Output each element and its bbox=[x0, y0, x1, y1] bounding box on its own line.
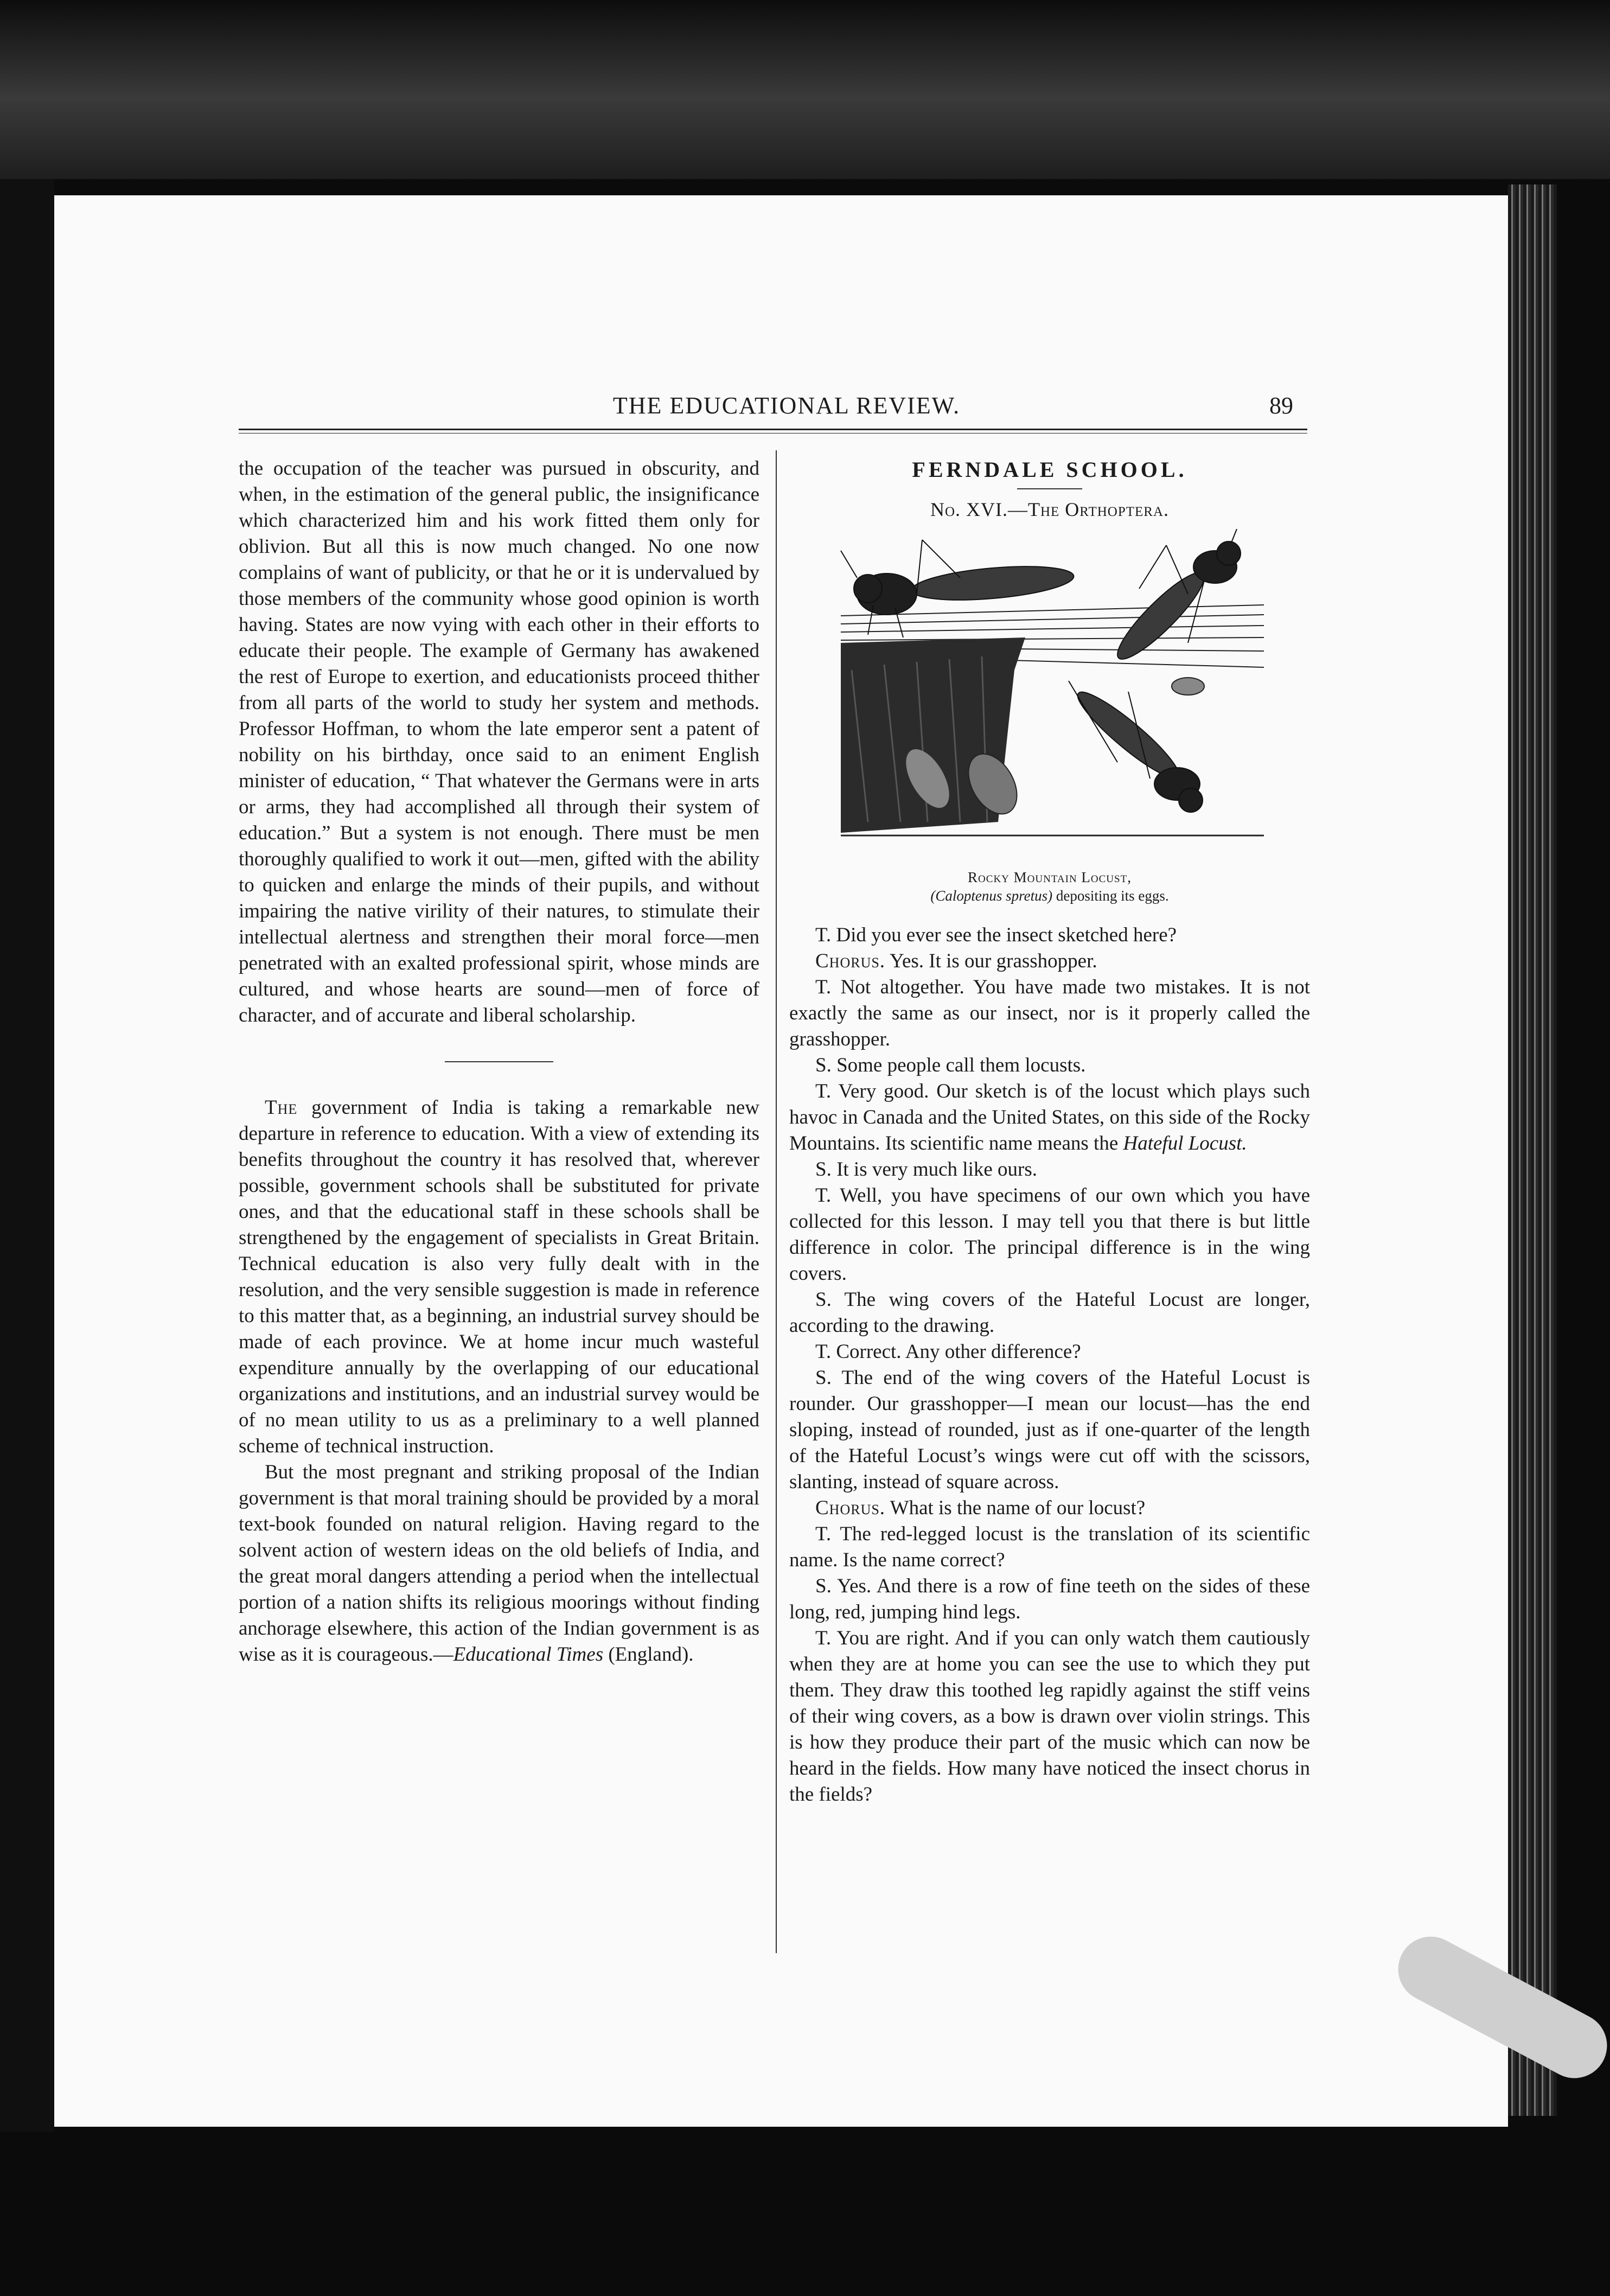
column-divider bbox=[776, 450, 777, 1953]
line-text: The wing covers of the Hateful Locust are longer, according to the drawing. bbox=[789, 1289, 1310, 1337]
speaker: Chorus. bbox=[815, 1497, 886, 1519]
illustration-caption bbox=[789, 868, 1310, 905]
source-citation: Educational Times bbox=[453, 1643, 604, 1666]
running-header-title: THE EDUCATIONAL REVIEW. bbox=[612, 392, 961, 419]
speaker: T. bbox=[815, 1523, 832, 1545]
paragraph-india-education bbox=[239, 1095, 759, 1459]
line-text: The end of the wing covers of the Hateful Locust is rounder. Our grasshopper—I mean our locust—has the end sloping, instead of rounded, just as if one-quarter of the length of the Hateful Locust’s wings were cut off with the scissors, slanting, instead of square across. bbox=[789, 1367, 1310, 1493]
speaker: S. bbox=[815, 1289, 832, 1311]
locust-illustration bbox=[835, 529, 1269, 849]
dialogue-line bbox=[789, 948, 1310, 974]
emphasized-text: Hateful Locust. bbox=[1123, 1132, 1247, 1155]
dialogue-line bbox=[789, 1183, 1310, 1287]
line-text: Well, you have specimens of our own which you have collected for this lesson. I may tell you that there is but little difference in color. The principal difference is in the wing covers. bbox=[789, 1184, 1310, 1285]
page-edges bbox=[1508, 184, 1557, 2116]
title-rule bbox=[1017, 488, 1082, 489]
speaker: S. bbox=[815, 1158, 832, 1181]
speaker: S. bbox=[815, 1575, 832, 1597]
left-column bbox=[239, 456, 759, 1668]
line-text: Yes. And there is a row of fine teeth on the sides of these long, red, jumping hind legs. bbox=[789, 1575, 1310, 1623]
article-title: FERNDALE SCHOOL. bbox=[912, 457, 1187, 482]
line-text: Yes. It is our grasshopper. bbox=[885, 950, 1097, 972]
dialogue-line bbox=[789, 1625, 1310, 1808]
dialogue-line bbox=[789, 1495, 1310, 1521]
scan-background-top bbox=[0, 0, 1610, 179]
line-text: You are right. And if you can only watch them cautiously when they are at home you can see the use to which they put them. They draw this toothed leg rapidly against the stiff veins of their wing covers, as a bow is drawn over violin strings. This is how they produce their part of the music which can now be heard in the fields. How many have noticed the insect chorus in the fields? bbox=[789, 1627, 1310, 1806]
dialogue-line bbox=[789, 922, 1310, 948]
caption-species: (Caloptenus spretus) bbox=[930, 888, 1053, 904]
line-text: Did you ever see the insect sketched here? bbox=[831, 924, 1177, 946]
caption-title: Rocky Mountain Locust, bbox=[968, 869, 1132, 885]
section-divider bbox=[445, 1061, 553, 1062]
dialogue-line bbox=[789, 1157, 1310, 1183]
speaker: T. bbox=[815, 924, 832, 946]
dialogue-line bbox=[789, 1573, 1310, 1625]
book-spine bbox=[0, 179, 54, 2132]
line-text: Very good. Our sketch is of the locust which plays such havoc in Canada and the United States, on this side of the Rocky Mountains. Its scientific name means the bbox=[789, 1080, 1310, 1155]
dialogue-column bbox=[789, 922, 1310, 1808]
line-text: What is the name of our locust? bbox=[885, 1497, 1146, 1519]
paragraph-india-education-text: government of India is taking a remarkable new departure in reference to education. With a view of extending its benefits throughout the country it has resolved that, wherever possible, government schools shall be substituted for private ones, and that the educational staff in these schools shall be strengthened by the engagement of specialists in Great Britain. Technical education is also very fully dealt with in the resolution, and the very sensible suggestion is made in reference to this matter that, as a beginning, an industrial survey should be made of each province. We at home incur much wasteful expenditure annually by the overlapping of our educational organizations and institutions, and an industrial survey would be of no mean utility to us as a preliminary to a well planned scheme of technical instruction. bbox=[239, 1096, 759, 1457]
page-number: 89 bbox=[1269, 392, 1293, 419]
paragraph-teachers: the occupation of the teacher was pursued in obscurity, and when, in the estimation of the general public, the insignificance which characterized him and his work fitted them only for oblivion. But all this is now much changed. No one now complains of want of publicity, or that he or it is undervalued by those members of the community whose good opinion is worth having. States are now vying with each other in their efforts to educate their people. The example of Germany has awakened the rest of Europe to exertion, and educationists proceed thither from all parts of the world to study her system and methods. Professor Hoffman, to whom the late emperor sent a patent of nobility on his birthday, once said to an eniment English minister of education, “ That whatever the Germans were in arts or arms, they had accomplished all through their system of education.” But a system is not enough. There must be men thoroughly qualified to work it out—men, gifted with the ability to quicken and enlarge the minds of their pupils, and without impairing the native virility of their natures, to stimulate their intellectual alertness and strengthen their moral force—men penetrated with an exalted professional spirit, whose minds are cultured, and whose hearts are sound—men of force of character, and of accurate and liberal scholarship. bbox=[239, 457, 759, 1026]
article-subtitle: No. XVI.—The Orthoptera. bbox=[930, 499, 1170, 520]
line-text: Some people call them locusts. bbox=[831, 1054, 1086, 1076]
speaker: S. bbox=[815, 1054, 832, 1076]
dialogue-line bbox=[789, 1365, 1310, 1495]
line-text: Correct. Any other difference? bbox=[831, 1341, 1081, 1363]
header-rule-thick bbox=[239, 429, 1307, 430]
paragraph-moral-training bbox=[239, 1459, 759, 1668]
speaker: Chorus. bbox=[815, 950, 886, 972]
speaker: T. bbox=[815, 1341, 832, 1363]
speaker: T. bbox=[815, 976, 832, 998]
caption-tail: depositing its eggs. bbox=[1052, 888, 1169, 904]
dialogue-line bbox=[789, 1079, 1310, 1157]
paragraph-moral-training-text: But the most pregnant and striking proposal of the Indian government is that moral training should be provided by a moral text-book founded on natural religion. Having regard to the solvent action of western ideas on the old beliefs of India, and the great moral dangers attending a period when the intellectual portion of a nation shifts its religious moorings without finding anchorage elsewhere, this action of the Indian government is as wise as it is courageous.— bbox=[239, 1461, 759, 1666]
dialogue-line bbox=[789, 1287, 1310, 1339]
speaker: T. bbox=[815, 1627, 832, 1649]
line-text: The red-legged locust is the translation of its scientific name. Is the name correct? bbox=[789, 1523, 1310, 1571]
dialogue-line bbox=[789, 1053, 1310, 1079]
speaker: T. bbox=[815, 1080, 832, 1102]
speaker: S. bbox=[815, 1367, 832, 1389]
dialogue-line bbox=[789, 1521, 1310, 1573]
lead-word: The bbox=[265, 1096, 298, 1119]
source-country: (England). bbox=[603, 1643, 694, 1666]
line-text: Not altogether. You have made two mistakes. It is not exactly the same as our insect, nor is it properly called the grasshopper. bbox=[789, 976, 1310, 1050]
speaker: T. bbox=[815, 1184, 832, 1207]
line-text: It is very much like ours. bbox=[831, 1158, 1038, 1181]
dialogue-line bbox=[789, 974, 1310, 1053]
caption-description bbox=[789, 886, 1310, 905]
dialogue-line bbox=[789, 1339, 1310, 1365]
